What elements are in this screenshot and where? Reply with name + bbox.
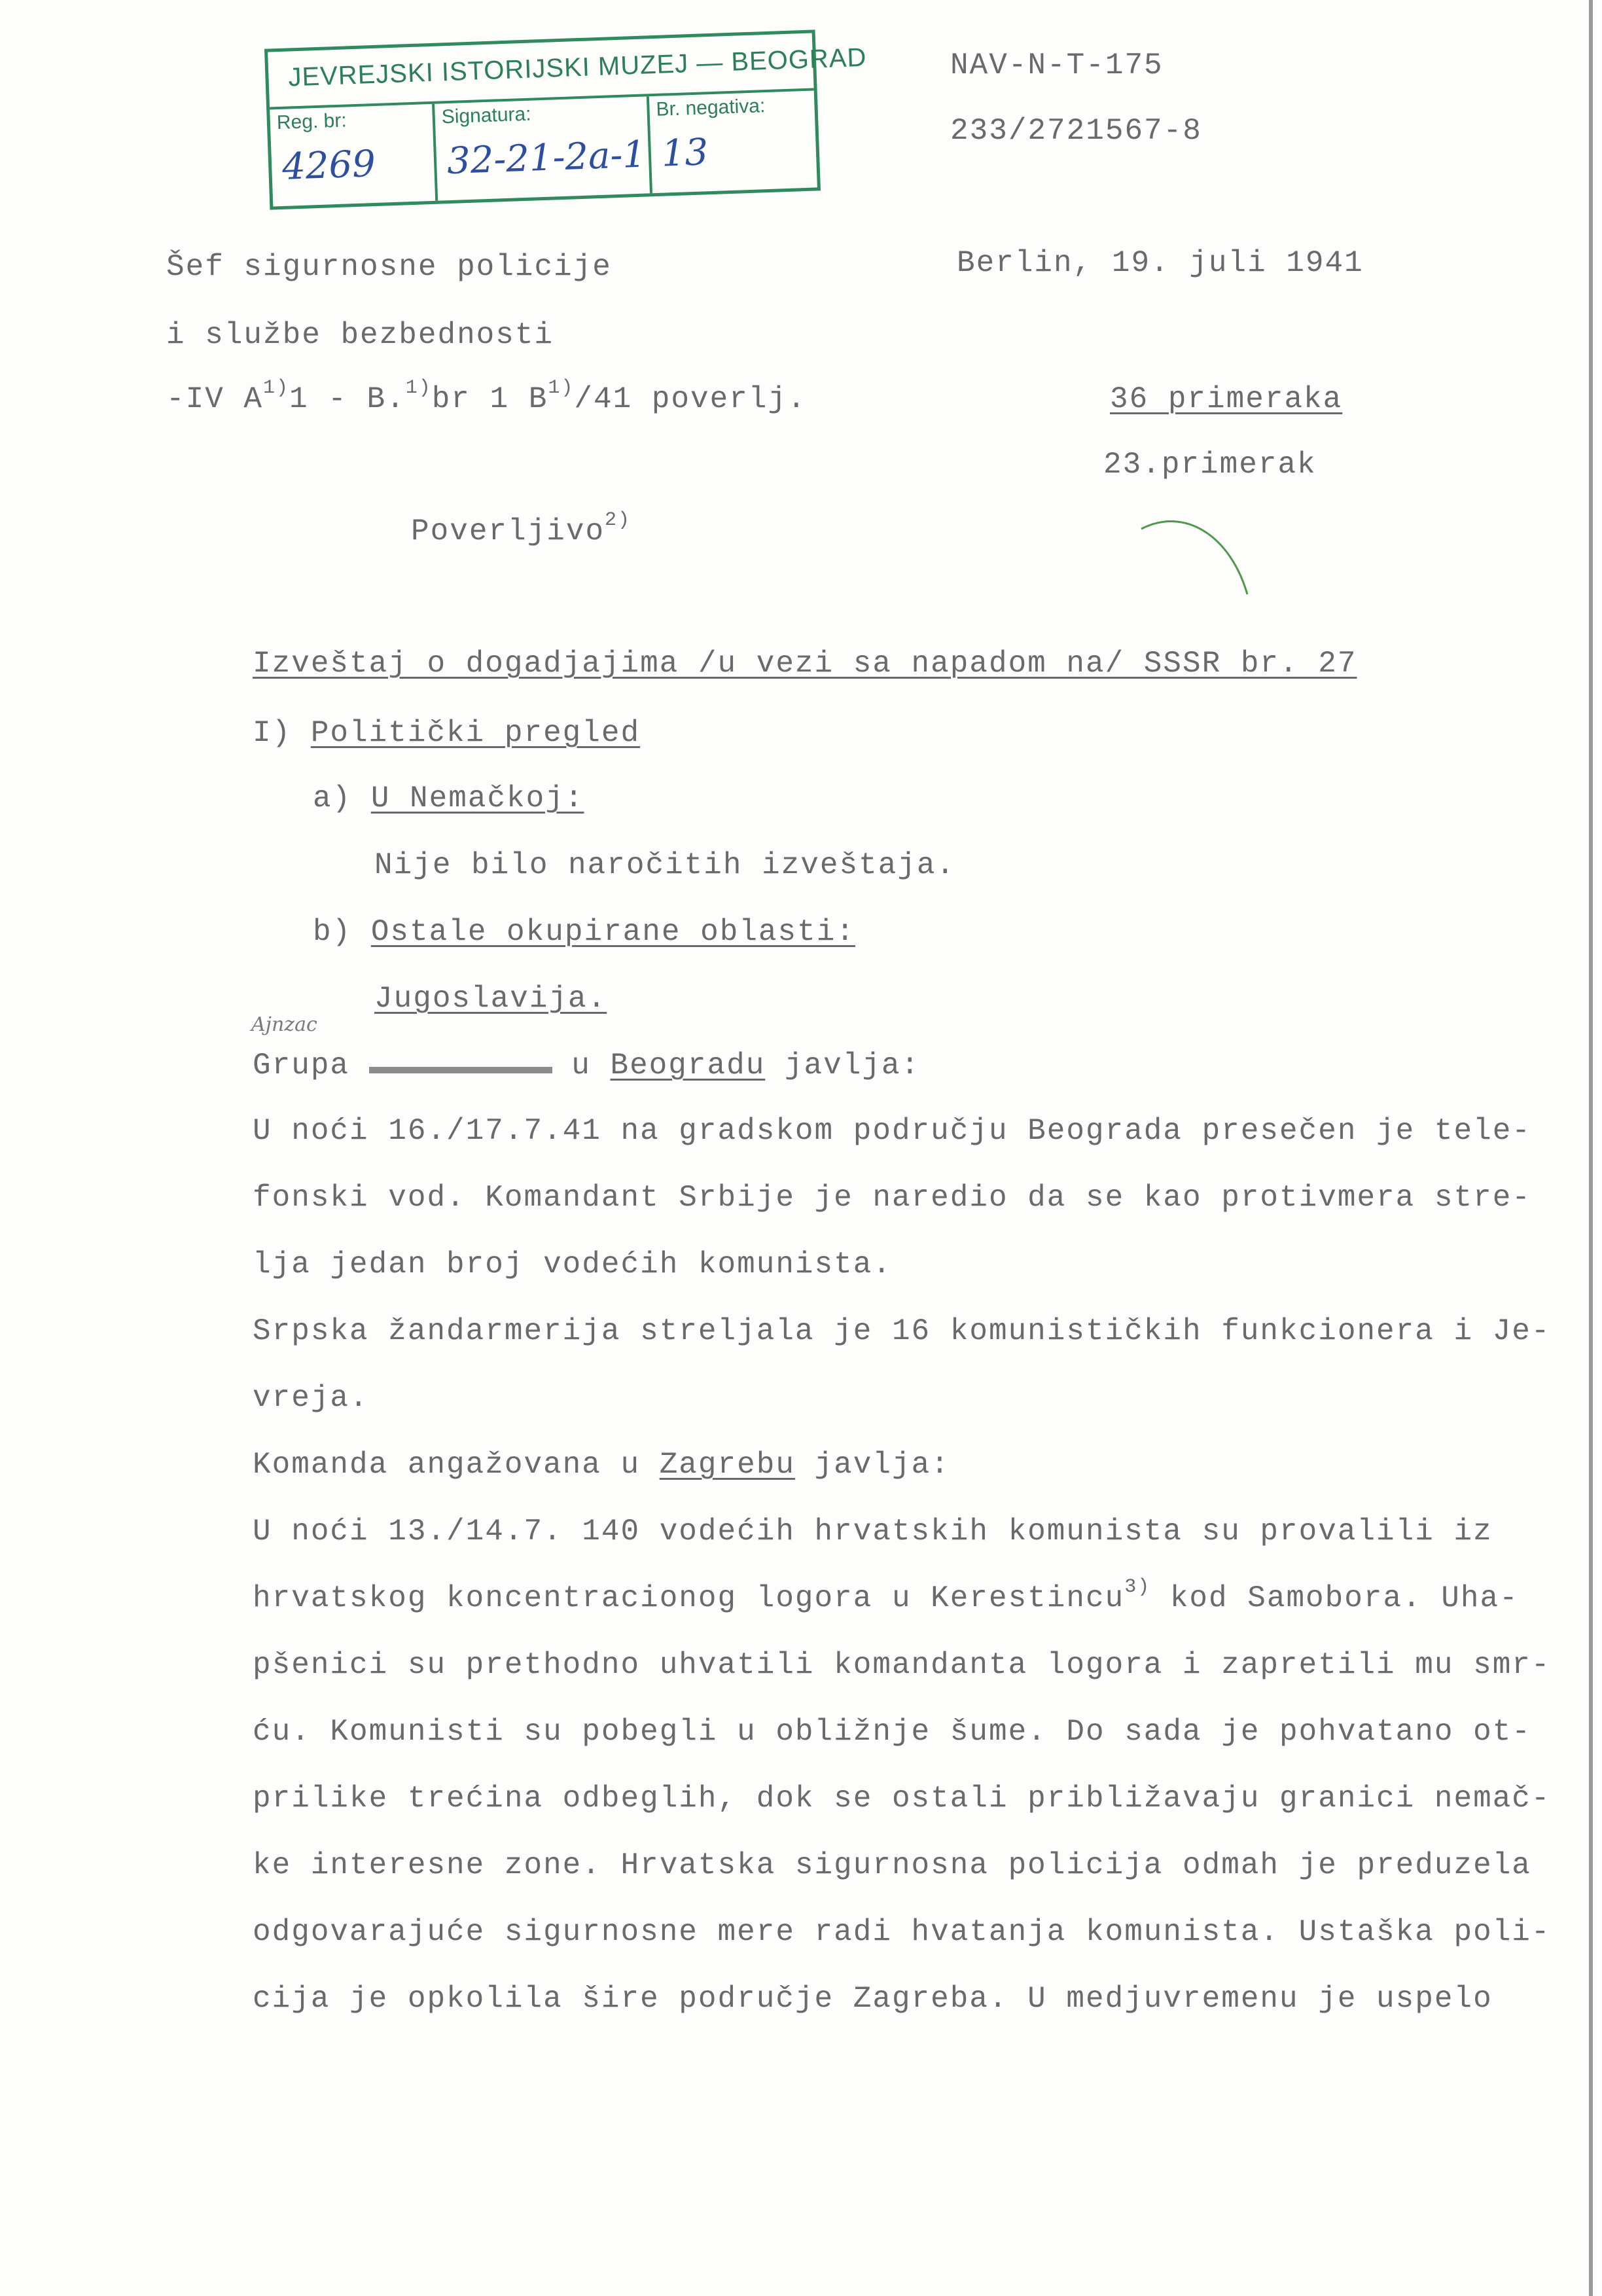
stamp-signature-label: Signatura: (441, 103, 532, 128)
paragraph3-line8: cija je opkolila šire područje Zagreba. U medjuvremenu je uspelo (253, 1982, 1493, 2016)
paragraph3-line1: U noći 13./14.7. 140 vodećih hrvatskih komunista su provalili iz (253, 1515, 1493, 1549)
footnote-3: 3) (1124, 1576, 1151, 1598)
museum-stamp (264, 29, 868, 209)
pen-mark (1139, 509, 1256, 614)
group-line (253, 1046, 920, 1085)
group-prep: u (571, 1049, 591, 1083)
archive-ref-line1: NAV-N-T-175 (950, 48, 1164, 82)
stamp-signature-value: 32-21-2a-1 (446, 133, 647, 183)
paragraph1-line3: lja jedan broj vodećih komunista. (253, 1247, 892, 1282)
redacted-word (369, 1052, 552, 1073)
classification-footnote: 2) (605, 509, 632, 531)
paragraph2-line1: Srpska žandarmerija streljala je 16 komunističkih funkcionera i Je- (253, 1314, 1551, 1348)
ref-footnote-2: 1) (405, 377, 432, 399)
copies-total: 36 primeraka (1110, 382, 1343, 416)
group-word: Grupa (253, 1049, 350, 1083)
paragraph1-line1: U noći 16./17.7.41 na gradskom području Beograda presečen je tele- (253, 1114, 1531, 1148)
paragraph3-line2-b: kod Samobora. Uha- (1150, 1581, 1519, 1615)
ref-mid2: br 1 B (431, 382, 548, 416)
ref-prefix: -IV A (166, 382, 264, 416)
stamp-signature-cell (435, 96, 652, 200)
ref-footnote-1: 1) (263, 377, 290, 399)
stamp-institution: JEVREJSKI ISTORIJSKI MUZEJ — BEOGRAD (287, 43, 868, 92)
copies-this: 23.primerak (1103, 448, 1317, 482)
stamp-negative-cell (649, 91, 817, 194)
report-title: Izveštaj o dogadjajima /u vezi sa napadom na/ SSSR br. 27 (253, 647, 1357, 681)
subsection-b-title: Ostale okupirane oblasti: (370, 915, 855, 949)
paragraph2-line2: vreja. (253, 1381, 369, 1415)
command-city: Zagrebu (659, 1448, 795, 1482)
reference-number (166, 377, 807, 419)
paragraph3-line5: prilike trećina odbeglih, dok se ostali približavaju granici nemač- (253, 1782, 1551, 1816)
stamp-reg-label: Reg. br: (276, 109, 347, 134)
paragraph3-line6: ke interesne zone. Hrvatska sigurnosna policija odmah je preduzela (253, 1848, 1531, 1882)
paragraph3-line3: pšenici su prethodno uhvatili komandanta logora i zapretili mu smr- (253, 1648, 1551, 1682)
stamp-fields (270, 88, 817, 207)
paragraph3-line2-a: hrvatskog koncentracionog logora u Kerestincu (253, 1581, 1125, 1615)
group-city: Beogradu (610, 1049, 766, 1083)
country-heading: Jugoslavija. (374, 982, 607, 1016)
subsection-a-title: U Nemačkoj: (370, 781, 584, 816)
stamp-negative-label: Br. negativa: (655, 95, 766, 120)
margin-note: Ajnzac (251, 1013, 317, 1036)
subsection-b (313, 912, 855, 952)
section-heading (253, 713, 640, 753)
classification (411, 509, 632, 551)
subsection-a (313, 779, 584, 818)
paragraph3-line4: ću. Komunisti su pobegli u obližnje šume. Do sada je pohvatano ot- (253, 1715, 1531, 1749)
section-number: I) (253, 716, 292, 750)
ref-mid1: 1 - B. (289, 382, 406, 416)
place-date: Berlin, 19. juli 1941 (957, 246, 1364, 280)
stamp-negative-value: 13 (660, 131, 709, 175)
classification-label: Poverljivo (411, 514, 605, 548)
subsection-a-marker: a) (313, 781, 352, 816)
stamp-reg-cell (270, 104, 438, 207)
paragraph3-line2 (253, 1576, 1519, 1618)
paragraph3-line7: odgovarajuće sigurnosne mere radi hvatanja komunista. Ustaška poli- (253, 1915, 1551, 1949)
command-text: Komanda angažovana u (253, 1448, 641, 1482)
command-reports: javlja: (814, 1448, 950, 1482)
paragraph1-line2: fonski vod. Komandant Srbije je naredio da se kao protivmera stre- (253, 1181, 1531, 1215)
page-edge-right (1589, 0, 1593, 2296)
ref-suffix: /41 poverlj. (574, 382, 807, 416)
subsection-b-marker: b) (313, 915, 352, 949)
command-line (253, 1445, 950, 1484)
sender-line1: Šef sigurnosne policije (166, 250, 612, 284)
stamp-reg-value: 4269 (281, 142, 376, 188)
subsection-a-body: Nije bilo naročitih izveštaja. (374, 848, 956, 882)
group-reports: javlja: (784, 1049, 921, 1083)
ref-footnote-3: 1) (548, 377, 575, 399)
section-title: Politički pregled (310, 716, 641, 750)
archive-ref-line2: 233/2721567-8 (950, 114, 1202, 148)
sender-line2: i službe bezbednosti (166, 318, 554, 352)
